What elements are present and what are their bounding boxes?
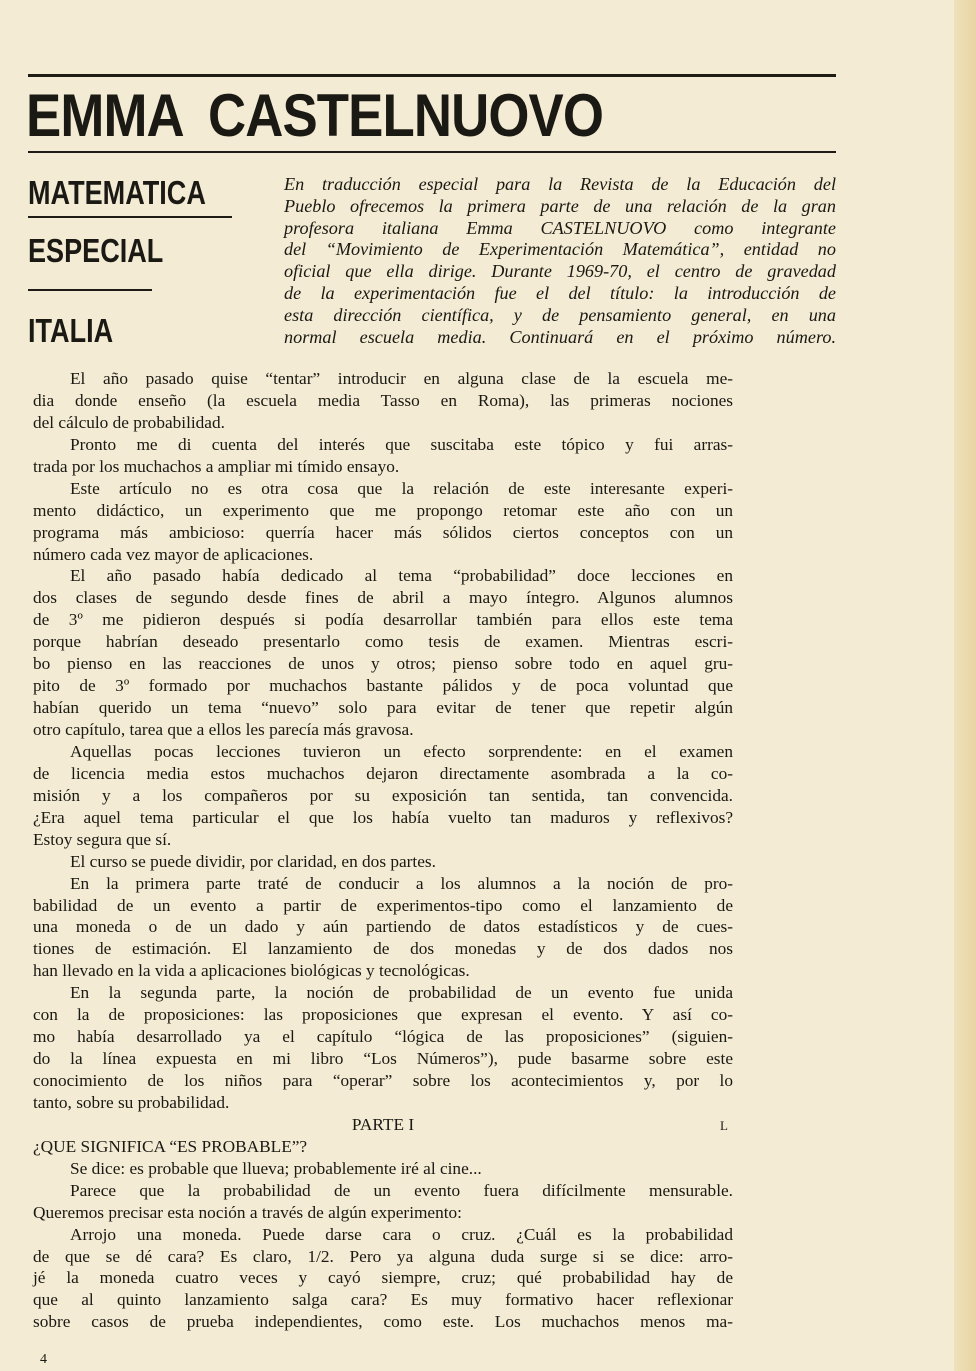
- intro-line: normal escuela media. Continuará en el próximo número.: [284, 326, 836, 347]
- intro-line: de la experimentación fue el del título: la introducción de: [284, 282, 836, 303]
- body-line: ¿Era aquel tema particular el que los había vuelto tan maduros y reflexivos?: [33, 807, 733, 827]
- top-rule: [28, 74, 836, 77]
- subheading: ¿QUE SIGNIFICA “ES PROBABLE”?: [33, 1136, 308, 1156]
- body-line: Parece que la probabilidad de un evento fuera difícilmente mensurable.: [70, 1180, 733, 1200]
- body-line: En la primera parte traté de conducir a los alumnos a la noción de pro-: [70, 873, 733, 893]
- article-body: [33, 368, 733, 1333]
- body-line: número cada vez mayor de aplicaciones.: [33, 544, 314, 564]
- body-line: Pronto me di cuenta del interés que suscitaba este tópico y fui arras-: [70, 434, 733, 454]
- body-line: pito de 3º formado por muchachos bastante pálidos y de poca voluntad que: [33, 676, 733, 696]
- body-line: Estoy segura que sí.: [33, 829, 172, 849]
- section-label-especial: ESPECIAL: [28, 232, 164, 269]
- intro-line: Pueblo ofrecemos la primera parte de una relación de la gran: [284, 195, 836, 216]
- section-label-italia: ITALIA: [28, 312, 114, 349]
- body-line: tanto, sobre su probabilidad.: [33, 1092, 230, 1112]
- article-title: EMMA CASTELNUOVO: [26, 82, 604, 149]
- margin-mark: L: [720, 1118, 728, 1133]
- page-number: 4: [40, 1352, 47, 1367]
- intro-line: En traducción especial para la Revista de la Educación del: [284, 174, 836, 194]
- body-line: mento didáctico, un experimento que me propongo retomar este año con un: [33, 500, 733, 520]
- intro-paragraph: [284, 174, 836, 348]
- section-rule-2: [28, 289, 152, 291]
- body-line: jé la moneda cuatro veces y cayó siempre, cruz; qué probabilidad hay de: [33, 1268, 733, 1288]
- body-line: babilidad de un evento a partir de experimentos-tipo como el lanzamiento de: [33, 895, 733, 915]
- body-line: de 3º me pidieron después si podía desarrollar también para ellos este tema: [33, 610, 733, 630]
- body-line: El año pasado quise “tentar” introducir en alguna clase de la escuela me-: [70, 369, 733, 388]
- page-edge-shadow: [954, 0, 976, 1371]
- body-line: Se dice: es probable que llueva; probablemente iré al cine...: [70, 1158, 482, 1178]
- title-rule: [28, 151, 836, 153]
- body-line: Arrojo una moneda. Puede darse cara o cruz. ¿Cuál es la probabilidad: [70, 1224, 733, 1244]
- body-line: Este artículo no es otra cosa que la relación de este interesante experi-: [70, 478, 733, 498]
- intro-line: oficial que ella dirige. Durante 1969-70, el centro de gravedad: [284, 261, 836, 282]
- body-line: una moneda o de un dado y aún partiendo de datos estadísticos y de cues-: [33, 917, 733, 937]
- intro-line: esta dirección científica, y de pensamiento general, en una: [284, 304, 836, 325]
- body-line: misión y a los compañeros por su exposición tan sentida, tan convencida.: [33, 785, 733, 805]
- body-line: bo pienso en las reacciones de unos y otros; pienso sobre todo en aquel gru-: [33, 654, 733, 674]
- body-line: Queremos precisar esta noción a través de algún experimento:: [33, 1202, 462, 1222]
- body-line: han llevado en la vida a aplicaciones biológicas y tecnológicas.: [33, 961, 470, 981]
- section-label-matematica: MATEMATICA: [28, 174, 206, 211]
- body-line: habían querido un tema “nuevo” solo para evitar de tener que repetir algún: [33, 698, 733, 718]
- body-line: El año pasado había dedicado al tema “probabilidad” doce lecciones en: [70, 566, 733, 586]
- body-line: El curso se puede dividir, por claridad, en dos partes.: [70, 851, 436, 871]
- body-line: del cálculo de probabilidad.: [33, 412, 225, 432]
- body-line: do la línea expuesta en mi libro “Los Números”), pude basarme sobre este: [33, 1049, 733, 1069]
- body-line: de que se dé cara? Es claro, 1/2. Pero ya alguna duda surge si se dice: arro-: [33, 1246, 733, 1266]
- intro-line: profesora italiana Emma CASTELNUOVO como integrante: [284, 217, 836, 238]
- body-line: dia donde enseño (la escuela media Tasso en Roma), las primeras nociones: [33, 390, 733, 410]
- body-line: trada por los muchachos a ampliar mi tímido ensayo.: [33, 456, 400, 476]
- body-line: tiones de estimación. El lanzamiento de dos monedas y de dos dados nos: [33, 939, 733, 959]
- body-line: Aquellas pocas lecciones tuvieron un efecto sorprendente: en el examen: [70, 741, 733, 761]
- body-line: programa más ambicioso: querría hacer más sólidos ciertos conceptos con un: [33, 522, 733, 542]
- body-line: de licencia media estos muchachos dejaron directamente asombrada a la co-: [33, 763, 733, 783]
- body-line: sobre casos de prueba independientes, como este. Los muchachos menos ma-: [33, 1312, 733, 1332]
- section-rule-1: [28, 216, 232, 218]
- part-heading: PARTE I: [351, 1114, 415, 1134]
- body-line: conocimiento de los niños para “operar” sobre los acontecimientos y, por lo: [33, 1071, 733, 1090]
- body-line: mo había desarrollado ya el capítulo “lógica de las proposiciones” (siguien-: [33, 1027, 733, 1047]
- body-line: porque habrían deseado presentarlo como tesis de examen. Mientras escri-: [33, 632, 733, 652]
- body-line: con la de proposiciones: las proposiciones que expresan el evento. Y así co-: [33, 1005, 733, 1025]
- body-line: otro capítulo, tarea que a ellos les parecía más gravosa.: [33, 720, 414, 739]
- body-line: que al quinto lanzamiento salga cara? Es muy formativo hacer reflexionar: [33, 1290, 733, 1310]
- body-line: dos clases de segundo desde fines de abril a mayo íntegro. Algunos alumnos: [33, 588, 733, 608]
- intro-line: del “Movimiento de Experimentación Matemática”, entidad no: [284, 239, 836, 260]
- body-line: En la segunda parte, la noción de probabilidad de un evento fue unida: [70, 983, 733, 1003]
